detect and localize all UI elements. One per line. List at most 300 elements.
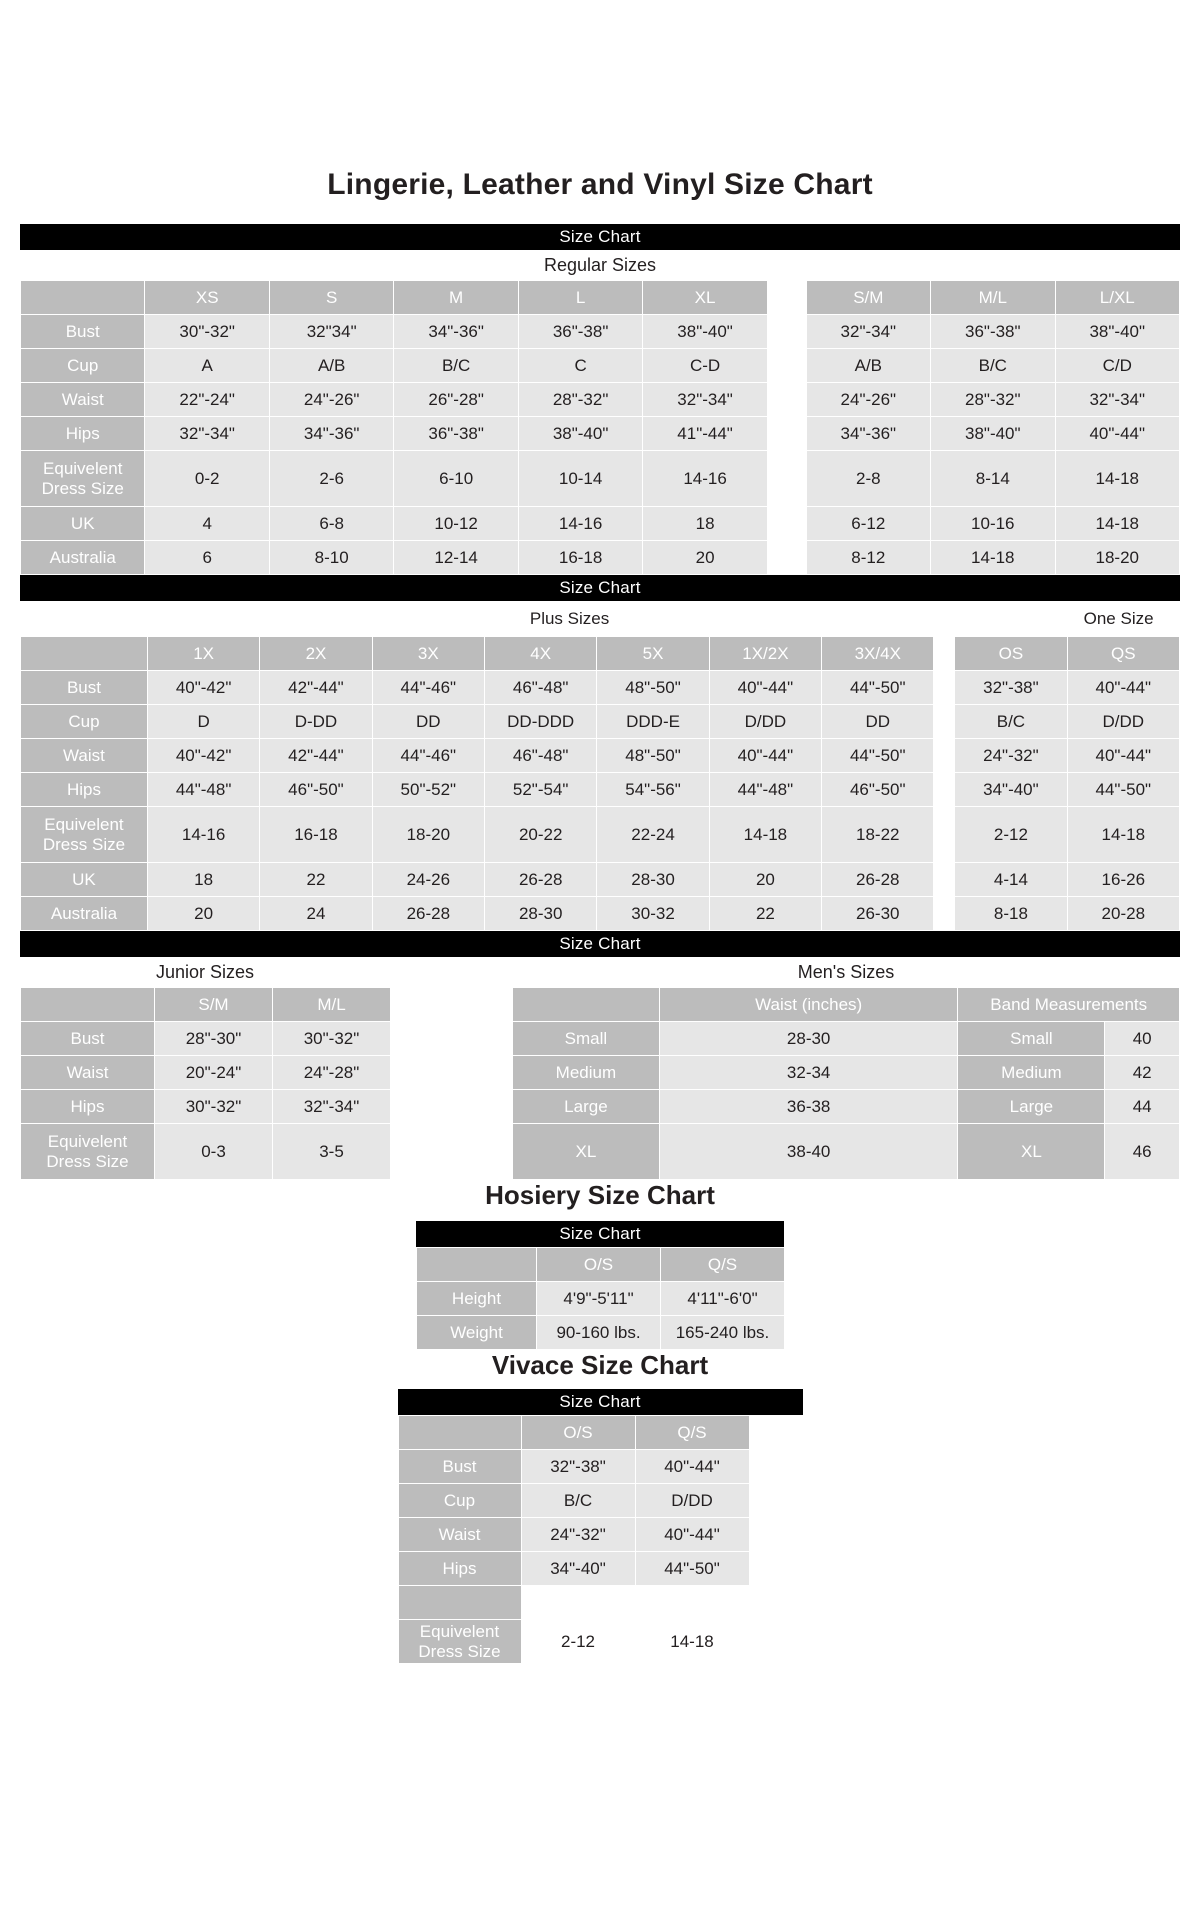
cell: 22-24 [597, 807, 709, 863]
cell: 14-18 [709, 807, 821, 863]
band-label-large: Large [958, 1090, 1105, 1124]
cell: 18-20 [1055, 541, 1179, 575]
table-header-row [21, 281, 1180, 315]
cell: 32"-34" [273, 1090, 391, 1124]
cell: 14-18 [1055, 451, 1179, 507]
table-row [398, 1620, 803, 1664]
row-label-medium: Medium [513, 1056, 660, 1090]
row-label-waist: Waist [21, 1056, 155, 1090]
column-gap [934, 863, 955, 897]
cell: 24"-26" [806, 383, 930, 417]
label-line-1: Equivelent [419, 1621, 500, 1641]
cell: 28"-30" [155, 1022, 273, 1056]
cell: D/DD [709, 705, 821, 739]
row-label-hips: Hips [21, 1090, 155, 1124]
spacer-cell [21, 602, 143, 636]
row-label-large: Large [513, 1090, 660, 1124]
cell: 32"34" [269, 315, 393, 349]
table-row [21, 541, 1180, 575]
cell: 4'9"-5'11" [537, 1282, 661, 1316]
cell: 2-8 [806, 451, 930, 507]
header-junior-sm: S/M [155, 988, 273, 1022]
cell: 40"-44" [1067, 739, 1179, 773]
cell: 16-18 [518, 541, 642, 575]
header-lxl: L/XL [1055, 281, 1179, 315]
cell: 4 [145, 507, 269, 541]
cell: 24"-28" [273, 1056, 391, 1090]
cell: 14-16 [147, 807, 259, 863]
cell: 10-16 [931, 507, 1055, 541]
hosiery-table [416, 1247, 785, 1350]
cell: 50"-52" [372, 773, 484, 807]
table-row [398, 1586, 803, 1620]
cell: 20-28 [1067, 897, 1179, 931]
cell: 26-28 [822, 863, 934, 897]
label-line-2: Dress Size [41, 478, 124, 498]
cell: 44"-50" [635, 1552, 749, 1586]
header-xs: XS [145, 281, 269, 315]
regular-sizes-table [20, 280, 1180, 575]
header-5x: 5X [597, 637, 709, 671]
column-gap [767, 541, 806, 575]
spacer-cell [635, 1586, 749, 1620]
cell: 14-18 [1067, 807, 1179, 863]
spacer-cell [749, 1484, 803, 1518]
cell: 30-32 [597, 897, 709, 931]
cell: 30"-32" [273, 1022, 391, 1056]
cell: C-D [643, 349, 767, 383]
cell: A/B [806, 349, 930, 383]
cell: 46 [1105, 1124, 1180, 1180]
spacer-cell [521, 1586, 635, 1620]
cell: 30"-32" [155, 1090, 273, 1124]
header-4x: 4X [485, 637, 597, 671]
row-label-bust: Bust [398, 1450, 521, 1484]
cell: 18-20 [372, 807, 484, 863]
cell: C/D [1055, 349, 1179, 383]
table-row [21, 507, 1180, 541]
corner-cell [513, 988, 660, 1022]
row-label-weight: Weight [417, 1316, 537, 1350]
cell: 38"-40" [931, 417, 1055, 451]
column-gap [767, 507, 806, 541]
cell: 38-40 [659, 1124, 958, 1180]
cell: 8-10 [269, 541, 393, 575]
label-line-1: Equivelent [47, 1131, 128, 1151]
table-row [21, 739, 1180, 773]
header-band-measurements: Band Measurements [958, 988, 1180, 1022]
plus-sizes-table [20, 636, 1180, 931]
cell: 24-26 [372, 863, 484, 897]
table-row [398, 1484, 803, 1518]
header-s: S [269, 281, 393, 315]
cell: 28-30 [597, 863, 709, 897]
table-row [21, 451, 1180, 507]
header-ml: M/L [931, 281, 1055, 315]
group-header-plus: Plus Sizes [143, 602, 997, 636]
header-2x: 2X [260, 637, 372, 671]
cell: 52"-54" [485, 773, 597, 807]
table-row [21, 1090, 391, 1124]
table-row [21, 807, 1180, 863]
row-label-xl: XL [513, 1124, 660, 1180]
column-gap [767, 281, 806, 315]
header-1x: 1X [147, 637, 259, 671]
cell: 28-30 [659, 1022, 958, 1056]
cell: 26-30 [822, 897, 934, 931]
cell: 22 [260, 863, 372, 897]
size-chart-bar-vivace: Size Chart [398, 1389, 803, 1415]
table-row [21, 383, 1180, 417]
table-row [21, 773, 1180, 807]
cell: D [147, 705, 259, 739]
spacer-cell [749, 1416, 803, 1450]
row-label-hips: Hips [21, 773, 148, 807]
cell: 42"-44" [260, 739, 372, 773]
cell: 38"-40" [518, 417, 642, 451]
header-1x2x: 1X/2X [709, 637, 821, 671]
cell: 41"-44" [643, 417, 767, 451]
cell: 12-14 [394, 541, 518, 575]
cell: 34"-40" [521, 1552, 635, 1586]
cell: 4-14 [955, 863, 1067, 897]
table-header-row [398, 1416, 803, 1450]
cell: 2-12 [521, 1620, 635, 1664]
cell: 24"-32" [521, 1518, 635, 1552]
cell: 2-6 [269, 451, 393, 507]
table-row [398, 1450, 803, 1484]
cell: 32"-34" [643, 383, 767, 417]
cell: 34"-36" [806, 417, 930, 451]
cell: 24"-26" [269, 383, 393, 417]
cell: DD [822, 705, 934, 739]
cell: 32"-34" [1055, 383, 1179, 417]
cell: 46"-50" [822, 773, 934, 807]
column-gap [767, 349, 806, 383]
spacer-cell [749, 1518, 803, 1552]
cell: 26"-28" [394, 383, 518, 417]
table-row [21, 1124, 391, 1180]
cell: 14-18 [1055, 507, 1179, 541]
cell: 44 [1105, 1090, 1180, 1124]
cell: 8-14 [931, 451, 1055, 507]
header-qs: Q/S [661, 1248, 785, 1282]
vivace-table [398, 1415, 804, 1664]
column-gap [934, 705, 955, 739]
cell: 32"-38" [955, 671, 1067, 705]
row-label-hips: Hips [21, 417, 145, 451]
row-label-small: Small [513, 1022, 660, 1056]
cell: 44"-46" [372, 671, 484, 705]
cell: 26-28 [485, 863, 597, 897]
mens-sizes-table [512, 987, 1180, 1180]
cell: 20"-24" [155, 1056, 273, 1090]
cell: B/C [955, 705, 1067, 739]
cell: 18 [643, 507, 767, 541]
cell: 18 [147, 863, 259, 897]
cell: 40 [1105, 1022, 1180, 1056]
cell: 42 [1105, 1056, 1180, 1090]
junior-mens-section [20, 931, 1180, 1180]
table-row [21, 349, 1180, 383]
cell: 40"-44" [635, 1450, 749, 1484]
cell: 40"-42" [147, 739, 259, 773]
junior-mens-tables [20, 987, 1180, 1180]
cell: 3-5 [273, 1124, 391, 1180]
column-gap [934, 773, 955, 807]
cell: 16-18 [260, 807, 372, 863]
spacer-label [398, 1586, 521, 1620]
cell: D/DD [635, 1484, 749, 1518]
cell: B/C [521, 1484, 635, 1518]
cell: A/B [269, 349, 393, 383]
cell: 14-18 [635, 1620, 749, 1664]
header-os: OS [955, 637, 1067, 671]
cell: B/C [394, 349, 518, 383]
row-label-equivalent-dress-size [398, 1620, 521, 1664]
table-row [21, 417, 1180, 451]
cell: B/C [931, 349, 1055, 383]
table-row [21, 863, 1180, 897]
cell: 14-16 [643, 451, 767, 507]
cell: 10-12 [394, 507, 518, 541]
cell: 28"-32" [931, 383, 1055, 417]
cell: 48"-50" [597, 739, 709, 773]
regular-sizes-section [20, 224, 1180, 575]
cell: 38"-40" [643, 315, 767, 349]
column-gap [767, 451, 806, 507]
group-header-regular: Regular Sizes [20, 250, 1180, 280]
group-header-row [21, 602, 1200, 636]
cell: 28"-32" [518, 383, 642, 417]
cell: 30"-32" [145, 315, 269, 349]
cell: D/DD [1067, 705, 1179, 739]
row-label-equivalent-dress-size [21, 1124, 155, 1180]
row-label-australia: Australia [21, 541, 145, 575]
table-row [513, 1056, 1180, 1090]
table-header-row [417, 1248, 785, 1282]
table-row [21, 671, 1180, 705]
spacer-cell [749, 1450, 803, 1484]
cell: 10-14 [518, 451, 642, 507]
cell: DDD-E [597, 705, 709, 739]
cell: A [145, 349, 269, 383]
junior-mens-group-headers [20, 957, 1180, 987]
cell: 36-38 [659, 1090, 958, 1124]
label-line-2: Dress Size [46, 1151, 129, 1171]
label-line-1: Equivelent [43, 458, 123, 478]
cell: 34"-36" [269, 417, 393, 451]
hosiery-section [416, 1221, 784, 1350]
cell: 46"-48" [485, 671, 597, 705]
cell: D-DD [260, 705, 372, 739]
table-header-row [21, 637, 1180, 671]
cell: 6 [145, 541, 269, 575]
junior-sizes-table [20, 987, 391, 1180]
page-title: Lingerie, Leather and Vinyl Size Chart [327, 168, 873, 201]
table-row [21, 315, 1180, 349]
cell: 40"-44" [1067, 671, 1179, 705]
row-label-cup: Cup [21, 705, 148, 739]
cell: 44"-50" [1067, 773, 1179, 807]
cell: 40"-42" [147, 671, 259, 705]
table-row [21, 705, 1180, 739]
cell: 36"-38" [394, 417, 518, 451]
cell: 44"-48" [147, 773, 259, 807]
column-gap [934, 897, 955, 931]
row-label-bust: Bust [21, 1022, 155, 1056]
corner-cell [21, 637, 148, 671]
label-line-2: Dress Size [42, 834, 126, 854]
row-label-equivalent-dress-size [21, 807, 148, 863]
table-row [398, 1518, 803, 1552]
plus-group-header-table [20, 601, 1200, 636]
header-3x: 3X [372, 637, 484, 671]
row-label-australia: Australia [21, 897, 148, 931]
cell: 32"-34" [145, 417, 269, 451]
cell: 18-22 [822, 807, 934, 863]
cell: 46"-50" [260, 773, 372, 807]
cell: 32-34 [659, 1056, 958, 1090]
header-3x4x: 3X/4X [822, 637, 934, 671]
cell: DD-DDD [485, 705, 597, 739]
cell: 48"-50" [597, 671, 709, 705]
size-chart-bar-junior-mens: Size Chart [20, 931, 1180, 957]
table-row [513, 1090, 1180, 1124]
table-header-row [513, 988, 1180, 1022]
cell: C [518, 349, 642, 383]
cell: 4'11"-6'0" [661, 1282, 785, 1316]
row-label-waist: Waist [398, 1518, 521, 1552]
table-row [21, 1056, 391, 1090]
group-header-one-size: One Size [997, 602, 1200, 636]
group-header-mens: Men's Sizes [512, 957, 1180, 987]
corner-cell [398, 1416, 521, 1450]
table-row [417, 1316, 785, 1350]
label-line-1: Equivelent [44, 814, 124, 834]
row-label-uk: UK [21, 863, 148, 897]
cell: 26-28 [372, 897, 484, 931]
cell: 16-26 [1067, 863, 1179, 897]
cell: 34"-36" [394, 315, 518, 349]
cell: 24"-32" [955, 739, 1067, 773]
table-row [513, 1124, 1180, 1180]
row-label-cup: Cup [21, 349, 145, 383]
cell: 40"-44" [709, 739, 821, 773]
row-label-bust: Bust [21, 315, 145, 349]
row-label-waist: Waist [21, 739, 148, 773]
cell: 42"-44" [260, 671, 372, 705]
band-label-small: Small [958, 1022, 1105, 1056]
cell: 24 [260, 897, 372, 931]
cell: 36"-38" [931, 315, 1055, 349]
column-gap [934, 807, 955, 863]
size-chart-bar-hosiery: Size Chart [416, 1221, 784, 1247]
header-qs: Q/S [635, 1416, 749, 1450]
row-label-cup: Cup [398, 1484, 521, 1518]
cell: 20 [147, 897, 259, 931]
cell: 14-18 [931, 541, 1055, 575]
cell: 6-10 [394, 451, 518, 507]
group-header-junior: Junior Sizes [20, 957, 390, 987]
cell: DD [372, 705, 484, 739]
cell: 32"-38" [521, 1450, 635, 1484]
table-row [417, 1282, 785, 1316]
cell: 40"-44" [1055, 417, 1179, 451]
cell: 6-12 [806, 507, 930, 541]
cell: 22 [709, 897, 821, 931]
cell: 54"-56" [597, 773, 709, 807]
corner-cell [21, 281, 145, 315]
header-waist-inches: Waist (inches) [659, 988, 958, 1022]
cell: 34"-40" [955, 773, 1067, 807]
table-row [21, 897, 1180, 931]
cell: 40"-44" [635, 1518, 749, 1552]
cell: 32"-34" [806, 315, 930, 349]
cell: 46"-48" [485, 739, 597, 773]
table-row [398, 1552, 803, 1586]
hosiery-title: Hosiery Size Chart [485, 1180, 715, 1210]
vivace-section [398, 1389, 803, 1664]
cell: 90-160 lbs. [537, 1316, 661, 1350]
row-label-waist: Waist [21, 383, 145, 417]
row-label-hips: Hips [398, 1552, 521, 1586]
cell: 20 [709, 863, 821, 897]
header-sm: S/M [806, 281, 930, 315]
column-gap [934, 739, 955, 773]
spacer-cell [749, 1620, 803, 1664]
header-qs: QS [1067, 637, 1179, 671]
table-row [21, 1022, 391, 1056]
column-gap [934, 637, 955, 671]
vivace-title: Vivace Size Chart [491, 1350, 709, 1380]
row-label-equivalent-dress-size [21, 451, 145, 507]
header-os: O/S [537, 1248, 661, 1282]
table-row [513, 1022, 1180, 1056]
header-os: O/S [521, 1416, 635, 1450]
cell: 36"-38" [518, 315, 642, 349]
table-header-row [21, 988, 391, 1022]
cell: 44"-50" [822, 739, 934, 773]
cell: 6-8 [269, 507, 393, 541]
cell: 0-3 [155, 1124, 273, 1180]
cell: 2-12 [955, 807, 1067, 863]
cell: 0-2 [145, 451, 269, 507]
cell: 44"-48" [709, 773, 821, 807]
cell: 28-30 [485, 897, 597, 931]
plus-sizes-section [20, 575, 1180, 931]
cell: 40"-44" [709, 671, 821, 705]
cell: 8-18 [955, 897, 1067, 931]
cell: 20-22 [485, 807, 597, 863]
header-xl: XL [643, 281, 767, 315]
row-label-bust: Bust [21, 671, 148, 705]
corner-cell [21, 988, 155, 1022]
cell: 14-16 [518, 507, 642, 541]
cell: 20 [643, 541, 767, 575]
header-m: M [394, 281, 518, 315]
cell: 38"-40" [1055, 315, 1179, 349]
header-l: L [518, 281, 642, 315]
band-label-xl: XL [958, 1124, 1105, 1180]
corner-cell [417, 1248, 537, 1282]
spacer-cell [749, 1586, 803, 1620]
cell: 165-240 lbs. [661, 1316, 785, 1350]
size-chart-bar-regular: Size Chart [20, 224, 1180, 250]
cell: 44"-46" [372, 739, 484, 773]
row-label-height: Height [417, 1282, 537, 1316]
size-chart-bar-plus: Size Chart [20, 575, 1180, 601]
